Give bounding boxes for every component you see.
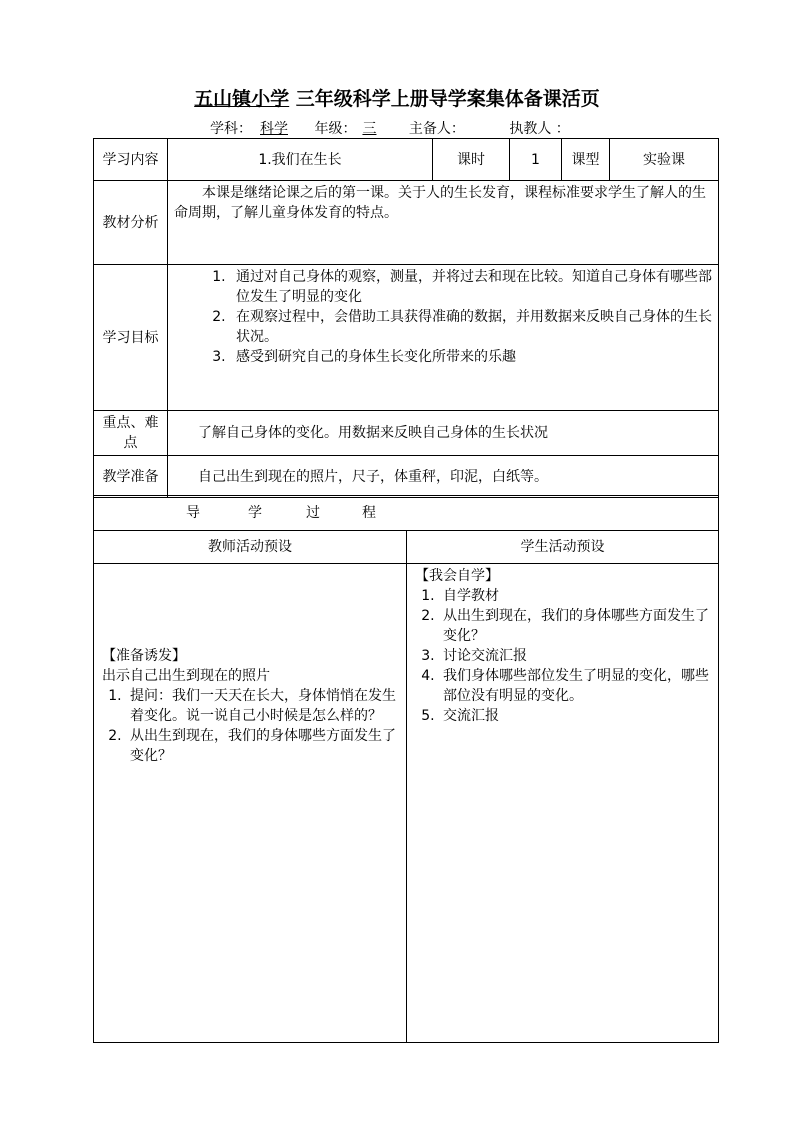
subject-value: 科学	[260, 121, 288, 137]
meta-line	[210, 118, 570, 138]
student-list	[415, 586, 712, 726]
process-char: 过	[306, 505, 320, 521]
student-item: 5. 交流汇报	[439, 706, 712, 726]
teacher-line: 出示自己出生到现在的照片	[102, 668, 270, 684]
teacher-list	[102, 686, 400, 766]
type-value-cell: 实验课	[610, 139, 719, 181]
goals-cell	[168, 265, 719, 411]
process-char: 学	[248, 505, 262, 521]
goals-label: 学习目标	[94, 265, 168, 411]
student-column-header: 学生活动预设	[407, 531, 719, 564]
analysis-text: 本课是继绪论课之后的第一课。关于人的生长发育，课程标准要求学生了解人的生命周期，了解儿童身体发育的特点。	[168, 181, 719, 265]
student-item: 3. 讨论交流汇报	[439, 646, 712, 666]
goals-list	[174, 267, 712, 367]
prep-text: 自己出生到现在的照片，尺子，体重秤，印泥，白纸等。	[168, 456, 719, 498]
subject-label: 学科：	[210, 121, 252, 137]
prep-label: 教学准备	[94, 456, 168, 498]
process-char: 导	[186, 505, 200, 521]
teacher-column-header: 教师活动预设	[94, 531, 407, 564]
student-item: 1. 自学教材	[439, 586, 712, 606]
row-keypoints	[94, 411, 719, 456]
row-columns	[94, 531, 719, 564]
goal-item: 1. 通过对自己身体的观察，测量，并将过去和现在比较。知道自己身体有哪些部位发生了明显的变化	[230, 267, 712, 307]
student-item: 4. 我们身体哪些部位发生了明显的变化，哪些部位没有明显的变化。	[439, 666, 712, 706]
row-goals	[94, 265, 719, 411]
row-analysis	[94, 181, 719, 265]
page-title	[0, 84, 794, 111]
grade-value: 三	[362, 121, 377, 137]
student-item: 2. 从出生到现在，我们的身体哪些方面发生了变化？	[439, 606, 712, 646]
type-label-cell: 课型	[562, 139, 610, 181]
school-name: 五山镇小学	[194, 88, 290, 110]
title-rest: 三年级科学上册导学案集体备课活页	[289, 88, 600, 110]
keypoints-text: 了解自己身体的变化。用数据来反映自己身体的生长状况	[168, 411, 719, 456]
hours-value-cell: 1	[510, 139, 562, 181]
hours-label-cell: 课时	[433, 139, 510, 181]
teacher-label: 执教人 ：	[509, 121, 570, 137]
teacher-heading: 【准备诱发】	[102, 648, 186, 664]
row1-table	[93, 138, 719, 181]
process-heading	[94, 496, 719, 531]
student-heading: 【我会自学】	[415, 568, 499, 584]
goal-item: 3. 感受到研究自己的身体生长变化所带来的乐趣	[230, 347, 712, 367]
analysis-label: 教材分析	[94, 181, 168, 265]
body-table	[93, 180, 719, 498]
row-prep	[94, 456, 719, 498]
student-activity-cell	[407, 564, 719, 1043]
row-activities	[94, 564, 719, 1043]
content-label-cell: 学习内容	[94, 139, 168, 181]
row-process	[94, 496, 719, 531]
preparer-label: 主备人：	[408, 121, 465, 137]
teacher-activity-cell	[94, 564, 407, 1043]
goal-item: 2. 在观察过程中，会借助工具获得准确的数据，并用数据来反映自己身体的生长状况。	[230, 307, 712, 347]
process-char: 程	[362, 505, 376, 521]
teacher-item: 1. 提问：我们一天天在长大，身体悄悄在发生着变化。说一说自己小时候是怎么样的？	[126, 686, 400, 726]
process-table	[93, 495, 719, 1043]
lesson-title-cell: 1.我们在生长	[168, 139, 433, 181]
keypoints-label: 重点、难点	[94, 411, 168, 456]
teacher-item: 2. 从出生到现在，我们的身体哪些方面发生了变化？	[126, 726, 400, 766]
grade-label: 年级：	[314, 121, 357, 137]
